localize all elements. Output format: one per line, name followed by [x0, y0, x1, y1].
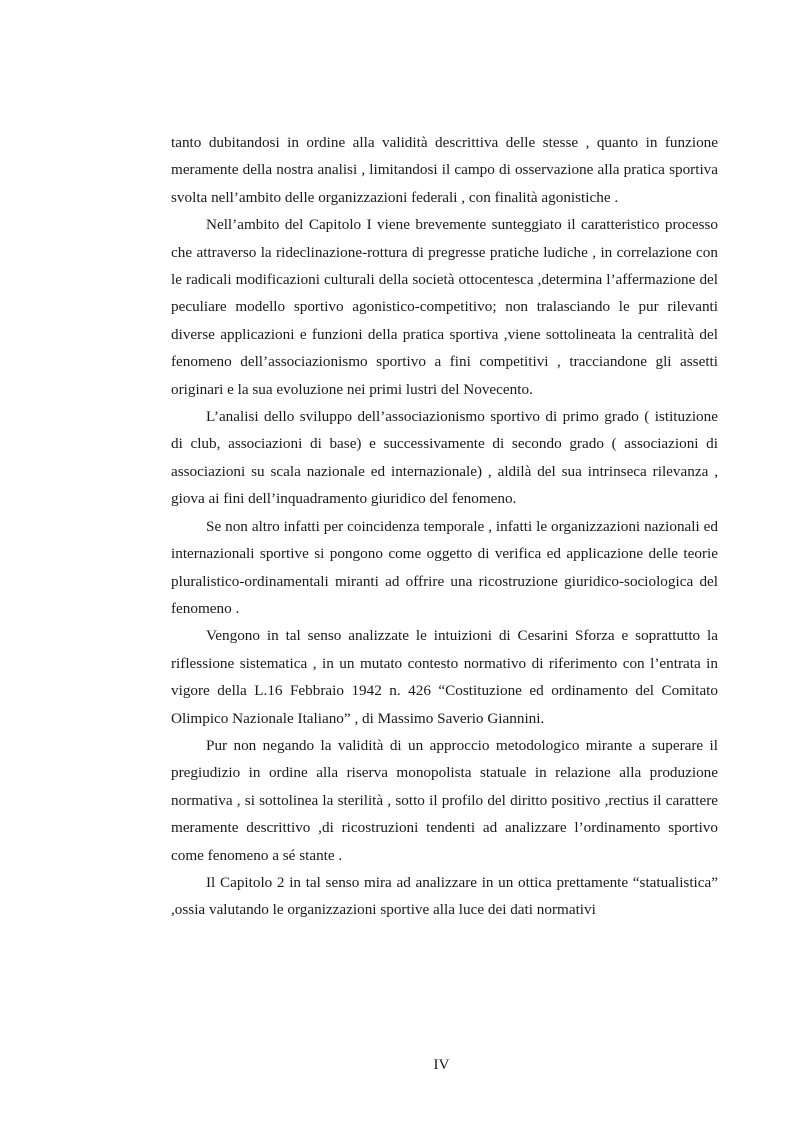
paragraph-associazionismo: L’analisi dello sviluppo dell’associazionismo sportivo di primo grado ( istituzione di club, associazioni di base) e successivamente di secondo grado ( associazioni di associazioni su scala nazionale ed internazionale) , aldilà del sua intrinseca rilevanza , giova ai fini dell’inquadramento giuridico del fenomeno. — [171, 408, 718, 508]
paragraph-coincidenza: Se non altro infatti per coincidenza temporale , infatti le organizzazioni nazionali ed internazionali sportive si pongono come oggetto di verifica ed applicazione delle teorie pluralistico-ordinamentali miranti ad offrire una ricostruzione giuridico-sociologica del fenomeno . — [171, 517, 718, 617]
page-number: IV — [433, 1056, 450, 1073]
paragraph-cesarini-sforza: Vengono in tal senso analizzate le intuizioni di Cesarini Sforza e soprattutto la riflessione sistematica , in un mutato contesto normativo di riferimento con l’entrata in vigore della L.16 Febbraio 1942 n. 426 “Costituzione ed ordinamento del Comitato Olimpico Nazionale Italiano” , di Massimo Saverio Giannini. — [171, 627, 718, 727]
paragraph-capitolo-2: Il Capitolo 2 in tal senso mira ad analizzare in un ottica prettamente “statualistica” ,ossia valutando le organizzazioni sportive alla luce dei dati normativi — [171, 873, 718, 919]
paragraph-approccio: Pur non negando la validità di un approccio metodologico mirante a superare il pregiudizio in ordine alla riserva monopolista statuale in relazione alla produzione normativa , si sottolinea la sterilità , sotto il profilo del diritto positivo ,rectius il carattere meramente descrittivo ,di ricostruzioni tendenti ad analizzare l’ordinamento sportivo come fenomeno a sé stante . — [171, 736, 718, 864]
paragraph-continuation: tanto dubitandosi in ordine alla validità descrittiva delle stesse , quanto in funzione meramente della nostra analisi , limitandosi il campo di osservazione alla pratica sportiva svolta nell’ambito delle organizzazioni federali , con finalità agonistiche . — [171, 134, 718, 206]
paragraph-capitolo-1: Nell’ambito del Capitolo I viene brevemente sunteggiato il caratteristico processo che attraverso la rideclinazione-rottura di pregresse pratiche ludiche , in correlazione con le radicali modificazioni culturali della società ottocentesca ,determina l’affermazione del peculiare modello sportivo agonistico-competitivo; non tralasciando le pur rilevanti diverse applicazioni e funzioni della pratica sportiva ,viene sottolineata la centralità del fenomeno dell’associazionismo sportivo a fini competitivi , tracciandone gli assetti originari e la sua evoluzione nei primi lustri del Novecento. — [171, 216, 718, 398]
body-text — [171, 129, 718, 924]
